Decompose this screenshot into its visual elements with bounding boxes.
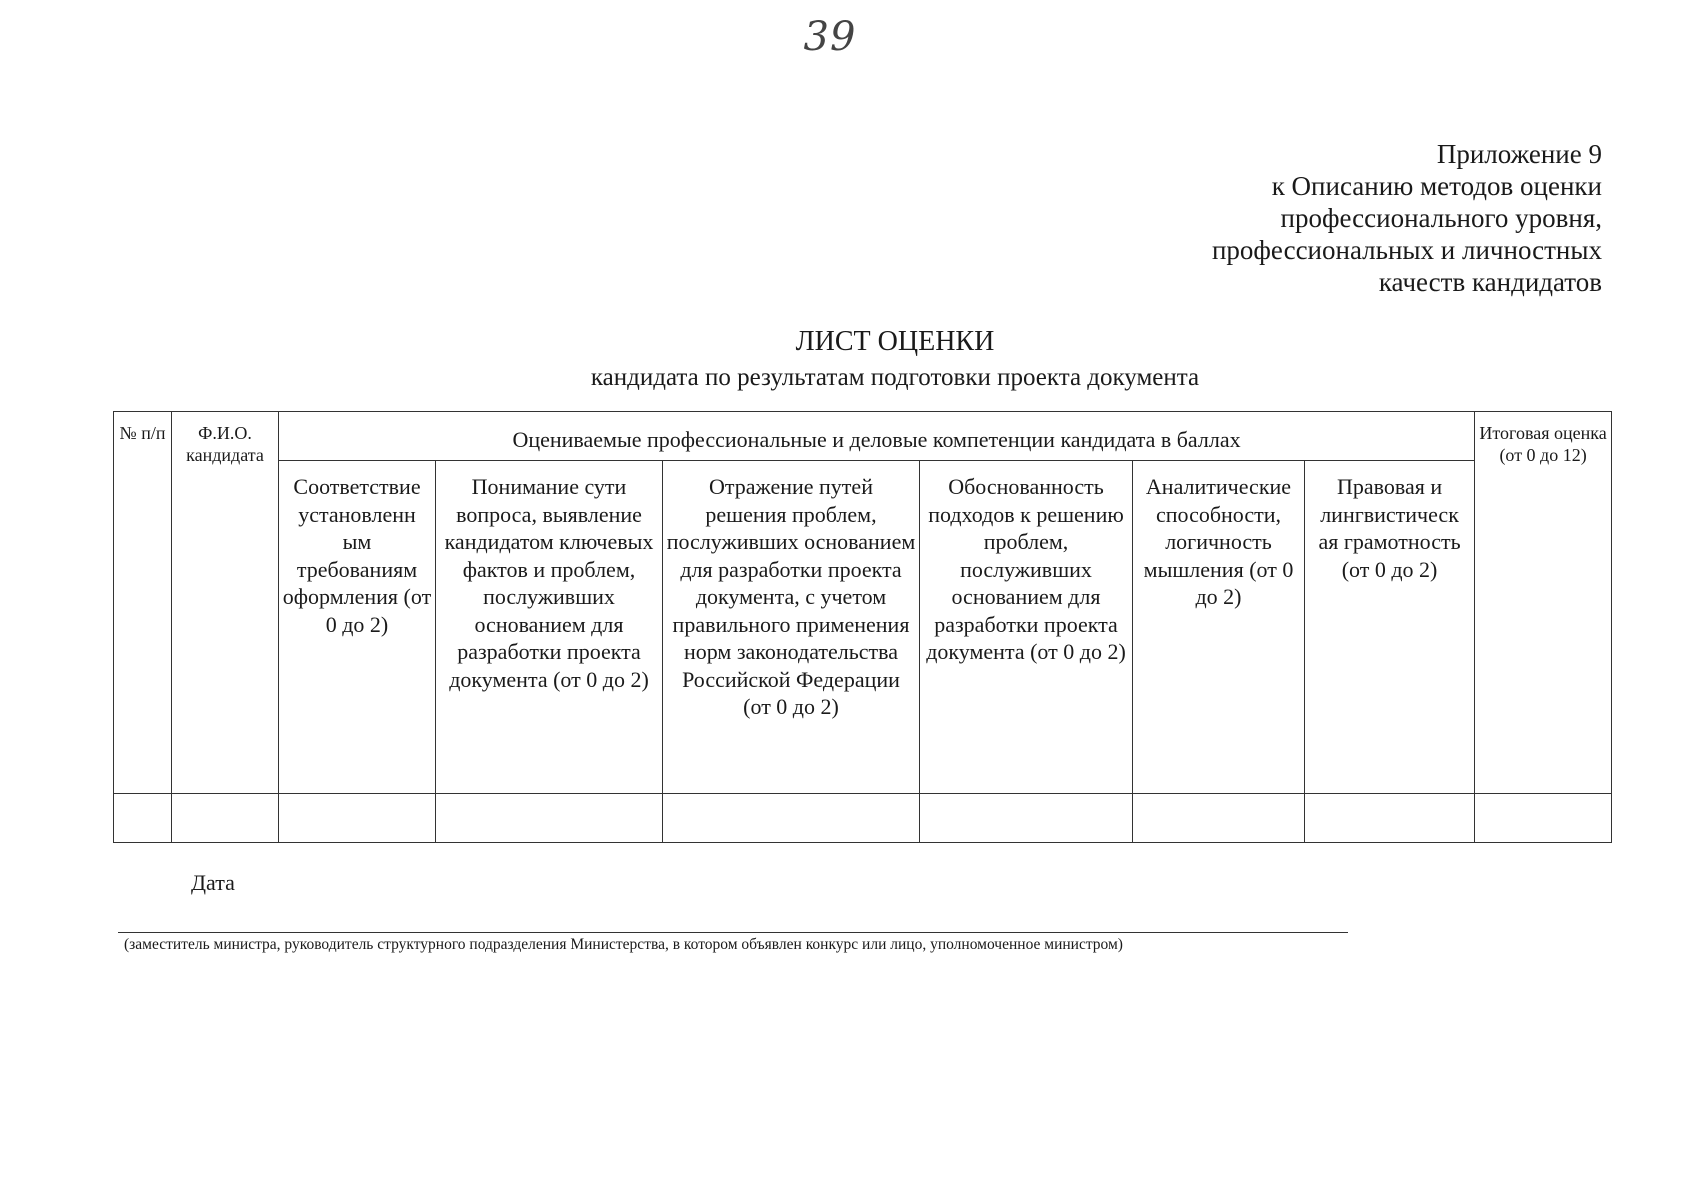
table-cell[interactable] [663, 794, 920, 843]
table-cell[interactable] [172, 794, 279, 843]
table-header-row [114, 412, 1612, 461]
document-title: ЛИСТ ОЦЕНКИ [795, 326, 995, 357]
document-subtitle: кандидата по результатам подготовки проекта документа [590, 364, 1200, 391]
header-criterion: Отражение путей решения проблем, послуживших основанием для разработки проекта документа, с учетом правильного применения норм законодательства Российской Федерации (от 0 до 2) [663, 461, 920, 794]
table-cell[interactable] [1133, 794, 1305, 843]
header-number: № п/п [114, 412, 172, 794]
table-cell[interactable] [279, 794, 436, 843]
signature-line [118, 932, 1348, 933]
header-criterion: Аналитические способности, логичность мышления (от 0 до 2) [1133, 461, 1305, 794]
header-criterion: Обоснованность подходов к решению проблем, послуживших основанием для разработки проекта документа (от 0 до 2) [920, 461, 1133, 794]
header-criterion: Соответствие установленн ым требованиям оформления (от 0 до 2) [279, 461, 436, 794]
header-criterion: Понимание сути вопроса, выявление кандидатом ключевых фактов и проблем, послуживших основанием для разработки проекта документа (от 0 до 2) [436, 461, 663, 794]
appendix-line: Приложение 9 [1436, 139, 1602, 169]
table-cell[interactable] [1305, 794, 1475, 843]
table-row [114, 794, 1612, 843]
evaluation-table [113, 411, 1612, 843]
appendix-reference [1212, 138, 1602, 298]
table-cell[interactable] [114, 794, 172, 843]
table-cell[interactable] [436, 794, 663, 843]
appendix-line: профессионального уровня, [1280, 203, 1602, 233]
header-criterion: Правовая и лингвистическ ая грамотность (от 0 до 2) [1305, 461, 1475, 794]
appendix-line: к Описанию методов оценки [1271, 171, 1602, 201]
appendix-line: качеств кандидатов [1378, 267, 1602, 297]
table-cell[interactable] [920, 794, 1133, 843]
header-total-score: Итоговая оценка (от 0 до 12) [1475, 412, 1612, 794]
header-candidate-name: Ф.И.О. кандидата [172, 412, 279, 794]
table-cell[interactable] [1475, 794, 1612, 843]
table-header-row [114, 461, 1612, 794]
signature-caption: (заместитель министра, руководитель структурного подразделения Министерства, в котором объявлен конкурс или лицо, уполномоченное министром) [124, 936, 1123, 953]
appendix-line: профессиональных и личностных [1211, 235, 1602, 265]
header-competencies-group: Оцениваемые профессиональные и деловые компетенции кандидата в баллах [279, 412, 1475, 461]
date-label: Дата [191, 870, 235, 895]
page-number: 39 [803, 14, 857, 60]
